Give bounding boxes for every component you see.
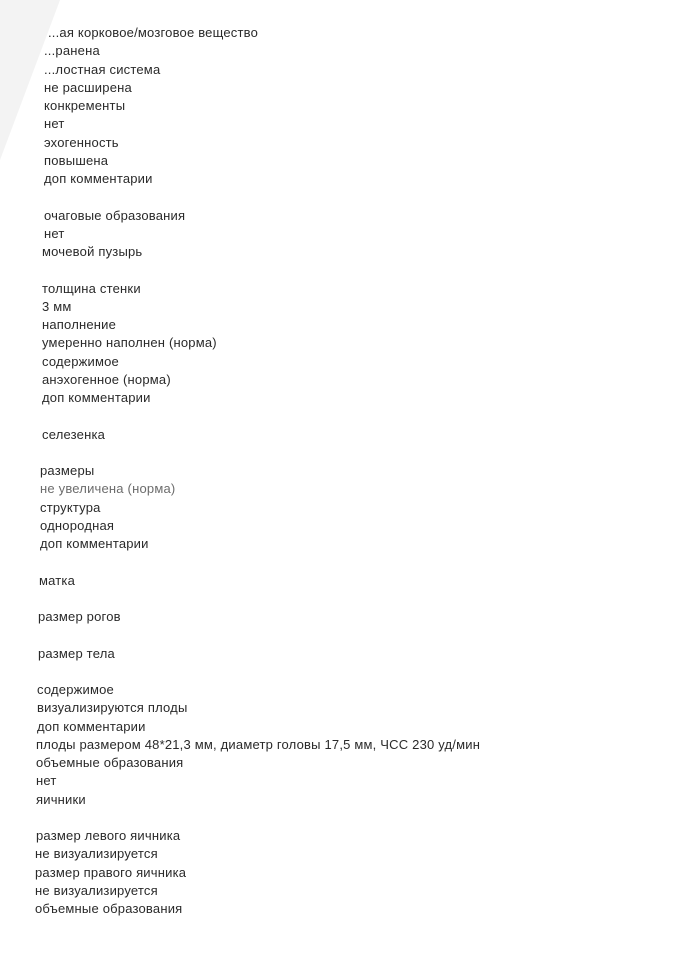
document-line: размер правого яичника: [35, 864, 187, 880]
document-line: доп комментарии: [42, 390, 151, 405]
document-line: нет: [44, 225, 65, 241]
document-line: анэхогенное (норма): [42, 371, 171, 387]
document-line: содержимое: [37, 682, 114, 697]
blank-line: [0, 663, 640, 681]
document-line: селезенка: [42, 426, 106, 442]
document-line: размер рогов: [38, 609, 121, 624]
document-line: размеры: [40, 463, 95, 478]
document-line: не увеличена (норма): [40, 481, 176, 497]
document-line: не расширена: [44, 79, 132, 95]
document-line: не визуализируется: [35, 882, 158, 898]
document-line: доп комментарии: [37, 718, 146, 734]
document-line: содержимое: [42, 353, 119, 369]
document-line: однородная: [40, 517, 115, 533]
document-line: нет: [44, 116, 65, 132]
blank-line: [0, 188, 640, 206]
document-line: мочевой пузырь: [42, 244, 143, 259]
document-line: эхогенность: [44, 134, 119, 150]
document-line: матка: [39, 572, 76, 588]
document-line: нет: [36, 773, 57, 789]
document-line: размер тела: [38, 645, 115, 661]
document-line: структура: [40, 499, 101, 515]
document-line: ...ранена: [44, 43, 100, 59]
document-line: конкременты: [44, 98, 126, 113]
blank-line: [0, 444, 640, 462]
document-line: визуализируются плоды: [37, 700, 188, 716]
document-text-block: [0, 24, 640, 918]
document-line: доп комментарии: [44, 171, 153, 186]
document-line: доп комментарии: [40, 536, 149, 551]
document-line: размер левого яичника: [36, 828, 181, 843]
blank-line: [0, 809, 640, 827]
document-line: ...лостная система: [44, 61, 161, 77]
document-line: толщина стенки: [42, 280, 141, 296]
document-line: умеренно наполнен (норма): [42, 335, 217, 351]
document-line: 3 мм: [42, 298, 72, 314]
blank-line: [0, 407, 640, 425]
document-line: яичники: [36, 791, 86, 807]
blank-line: [0, 553, 640, 571]
document-line: очаговые образования: [44, 207, 186, 223]
document-line: ...ая корковое/мозговое вещество: [48, 25, 259, 40]
blank-line: [0, 626, 640, 644]
document-line: плоды размером 48*21,3 мм, диаметр головы 17,5 мм, ЧСС 230 уд/мин: [36, 736, 481, 752]
document-line: не визуализируется: [35, 846, 158, 862]
blank-line: [0, 261, 640, 279]
blank-line: [0, 590, 640, 608]
document-line: объемные образования: [36, 755, 184, 770]
document-line: объемные образования: [35, 901, 183, 916]
document-line: наполнение: [42, 317, 117, 332]
document-line: повышена: [44, 152, 109, 168]
